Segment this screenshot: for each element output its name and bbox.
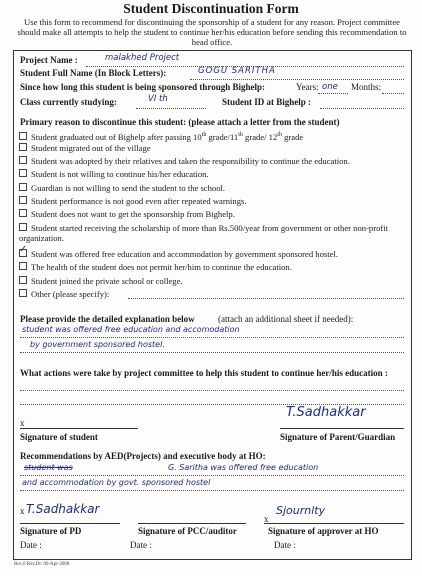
project-name-value[interactable]: malakhed Project — [105, 53, 180, 63]
years-label: Years: — [296, 82, 319, 92]
reason-option[interactable] — [19, 209, 235, 219]
pd-sign-line — [20, 523, 120, 524]
actions-line-1 — [20, 390, 404, 391]
approver-sign-line — [264, 523, 404, 524]
checkbox[interactable] — [19, 289, 27, 297]
checkbox[interactable] — [19, 196, 27, 204]
checkbox[interactable] — [19, 209, 27, 217]
reason-label: Student does not want to get the sponsorship from Bighelp. — [31, 209, 235, 219]
reason-option-selected[interactable] — [19, 249, 338, 259]
student-sign-x: x — [20, 418, 25, 428]
class-line — [136, 108, 206, 109]
reason-option[interactable] — [19, 130, 303, 142]
student-id-line — [320, 108, 404, 109]
months-line — [382, 93, 404, 94]
months-label: Months: — [351, 82, 382, 92]
parent-signature[interactable]: T.Sadhakkar — [286, 405, 366, 420]
reason-label: Student is not willing to continue his/her education. — [31, 169, 209, 179]
reason-label: Student was offered free education and accommodation by government sponsored hostel. — [31, 249, 338, 259]
revision-footer: Rev.0 Rev.Dt: 06-Apr-2008 — [14, 562, 70, 567]
recommendation-line-1 — [20, 475, 404, 476]
years-line — [318, 93, 348, 94]
reason-option[interactable] — [19, 262, 292, 272]
reason-label: Student was adopted by their relatives and taken the responsibility to continue the education. — [31, 156, 350, 166]
pd-signature[interactable]: T.Sadhakkar — [26, 502, 100, 516]
parent-sign-label: Signature of Parent/Guardian — [280, 432, 396, 442]
reason-option[interactable] — [19, 289, 109, 299]
form-title: Student Discontinuation Form — [123, 1, 299, 16]
student-name-label: Student Full Name (In Block Letters): — [20, 68, 167, 78]
student-id-label: Student ID at Bighelp : — [222, 97, 312, 107]
explanation-text-2[interactable]: by government sponsored hostel. — [30, 340, 165, 349]
checkbox-checked[interactable] — [19, 249, 27, 257]
form-intro: Use this form to recommend for discontinuing the sponsorship of a student for any reason. Project committee should make all attempts to help the student to continue her/his education before sending this recommendation to head office. — [17, 17, 407, 47]
reason-option[interactable] — [19, 276, 183, 286]
pd-sign-x: x — [20, 506, 25, 516]
reason-label: Other (please specify): — [31, 289, 110, 299]
reason-option[interactable] — [19, 169, 209, 179]
recommendation-text-2[interactable]: and accommodation by govt. sponsored hostel — [22, 478, 211, 487]
reason-label: Student graduated out of Bighelp after passing 10th grade/11th grade/ 12th grade — [31, 131, 304, 142]
parent-sign-line — [280, 428, 404, 429]
checkbox[interactable] — [19, 169, 27, 177]
reasons-heading: Primary reason to discontinue this student: (please attach a letter from the student) — [20, 117, 340, 127]
reason-label: Student performance is not good even after repeated warnings. — [31, 196, 247, 206]
checkbox[interactable] — [19, 262, 27, 270]
student-name-value[interactable]: GOGU SARITHA — [198, 66, 276, 76]
checkbox[interactable] — [19, 276, 27, 284]
reason-option[interactable] — [19, 223, 407, 243]
checkbox[interactable] — [19, 132, 27, 140]
recommendation-text-1[interactable]: G. Saritha was offered free education — [168, 463, 319, 472]
actions-label: What actions were take by project committee to help this student to continue her/his education : — [20, 368, 388, 378]
reason-label: Student migrated out of the village — [31, 143, 151, 153]
project-name-label: Project Name : — [20, 55, 78, 65]
reason-option[interactable] — [19, 156, 350, 166]
explanation-line-2 — [20, 352, 404, 353]
approver-signature[interactable]: Sjournlty — [276, 504, 326, 517]
reason-label: Guardian is not willing to send the student to the school. — [31, 183, 226, 193]
pcc-sign-line — [138, 523, 246, 524]
reason-label: Student started receiving the scholarship of more than Rs.500/year from government or other non-profit organization. — [19, 223, 389, 243]
pd-sign-label: Signature of PD — [20, 526, 82, 536]
checkbox[interactable] — [19, 156, 27, 164]
reason-option[interactable] — [19, 143, 151, 153]
explanation-label: Please provide the detailed explanation below — [20, 314, 195, 324]
student-sign-line — [20, 428, 138, 429]
checkbox[interactable] — [19, 223, 27, 231]
recommendations-label: Recommendations by AED(Projects) and executive body at HO: — [20, 451, 266, 461]
since-label: Since how long this student is being sponsored through Bighelp: — [20, 82, 265, 92]
pd-date-label: Date : — [20, 540, 42, 550]
checkbox[interactable] — [19, 143, 27, 151]
pcc-sign-label: Signature of PCC/auditor — [138, 526, 237, 536]
years-value[interactable]: one — [322, 82, 338, 92]
reason-label: The health of the student does not permit her/him to continue the education. — [31, 262, 292, 272]
other-specify-line — [128, 298, 404, 299]
approver-sign-x: x — [264, 514, 269, 524]
approver-sign-label: Signature of approver at HO — [268, 526, 379, 536]
class-label: Class currently studying: — [20, 97, 117, 107]
pcc-date-label: Date : — [130, 540, 152, 550]
reason-option[interactable] — [19, 183, 225, 193]
class-value[interactable]: VI th — [148, 94, 168, 104]
reason-option[interactable] — [19, 196, 246, 206]
student-sign-label: Signature of student — [20, 432, 98, 442]
explanation-text-1[interactable]: student was offered free education and accomodation — [22, 325, 240, 334]
approver-date-label: Date : — [274, 540, 296, 550]
reason-label: Student joined the private school or college. — [31, 276, 183, 286]
checkbox[interactable] — [19, 183, 27, 191]
explanation-note: (attach an additional sheet if needed): — [218, 314, 354, 324]
explanation-line-1 — [20, 337, 404, 338]
recommendation-line-2 — [20, 490, 404, 491]
student-name-line — [190, 79, 404, 80]
recommendation-struck-text: student was — [24, 463, 73, 472]
